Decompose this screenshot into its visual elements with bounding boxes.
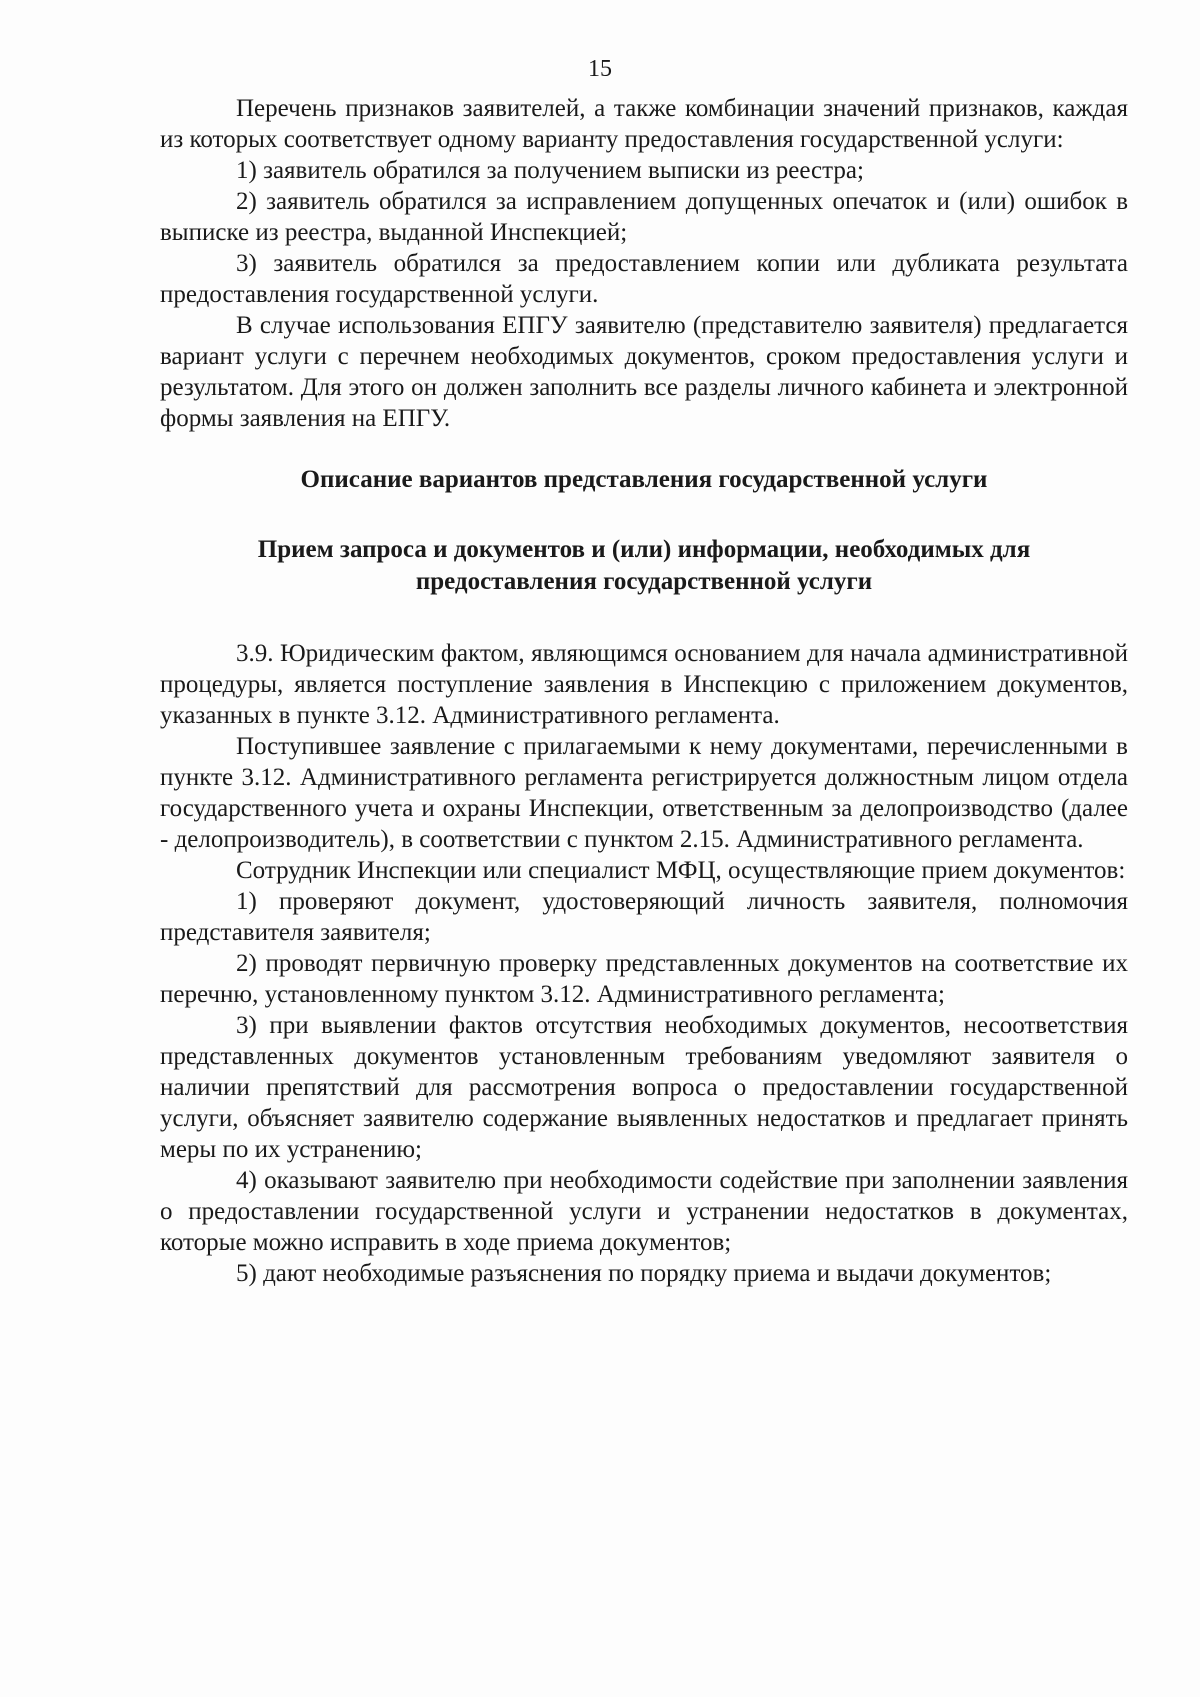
list-item-1: 1) заявитель обратился за получением выписки из реестра; (236, 157, 864, 184)
page-number: 15 (588, 56, 612, 82)
staff-item-1: 1) проверяют документ, удостоверяющий личность заявителя, полномочия представителя заявителя; (160, 888, 1128, 946)
document-body (160, 93, 1128, 1289)
list-item-2: 2) заявитель обратился за исправлением допущенных опечаток и (или) ошибок в выписке из реестра, выданной Инспекцией; (160, 188, 1128, 246)
staff-item-4: 4) оказывают заявителю при необходимости содействие при заполнении заявления о предоставлении государственной услуги и устранении недостатков в документах, которые можно исправить в ходе приема документов; (160, 1167, 1128, 1256)
subsection-heading: Прием запроса и документов и (или) информации, необходимых для предоставления государственной услуги (257, 536, 1031, 595)
staff-item-2: 2) проводят первичную проверку представленных документов на соответствие их перечню, установленному пунктом 3.12. Административного регламента; (160, 950, 1128, 1008)
paragraph-epgu: В случае использования ЕПГУ заявителю (представителю заявителя) предлагается вариант услуги с перечнем необходимых документов, сроком предоставления услуги и результатом. Для этого он должен заполнить все разделы личного кабинета и электронной формы заявления на ЕПГУ. (160, 312, 1128, 432)
list-item-3: 3) заявитель обратился за предоставлением копии или дубликата результата предоставления государственной услуги. (160, 250, 1128, 308)
paragraph-registration: Поступившее заявление с прилагаемыми к нему документами, перечисленными в пункте 3.12. Административного регламента регистрируется должностным лицом отдела государственного учета и охраны Инспекции, ответственным за делопроизводство (далее - делопроизводитель), в соответствии с пунктом 2.15. Административного регламента. (160, 733, 1128, 853)
paragraph-staff-intro: Сотрудник Инспекции или специалист МФЦ, осуществляющие прием документов: (236, 857, 1126, 884)
staff-item-3: 3) при выявлении фактов отсутствия необходимых документов, несоответствия представленных документов установленным требованиям уведомляют заявителя о наличии препятствий для рассмотрения вопроса о предоставлении государственной услуги, объясняет заявителю содержание выявленных недостатков и предлагает принять меры по их устранению; (160, 1012, 1128, 1163)
paragraph-applicant-criteria: Перечень признаков заявителей, а также комбинации значений признаков, каждая из которых соответствует одному варианту предоставления государственной услуги: (160, 95, 1128, 153)
section-heading: Описание вариантов представления государственной услуги (300, 466, 988, 493)
paragraph-3-9: 3.9. Юридическим фактом, являющимся основанием для начала административной процедуры, является поступление заявления в Инспекцию с приложением документов, указанных в пункте 3.12. Административного регламента. (160, 640, 1128, 729)
staff-item-5: 5) дают необходимые разъяснения по порядку приема и выдачи документов; (236, 1260, 1052, 1287)
